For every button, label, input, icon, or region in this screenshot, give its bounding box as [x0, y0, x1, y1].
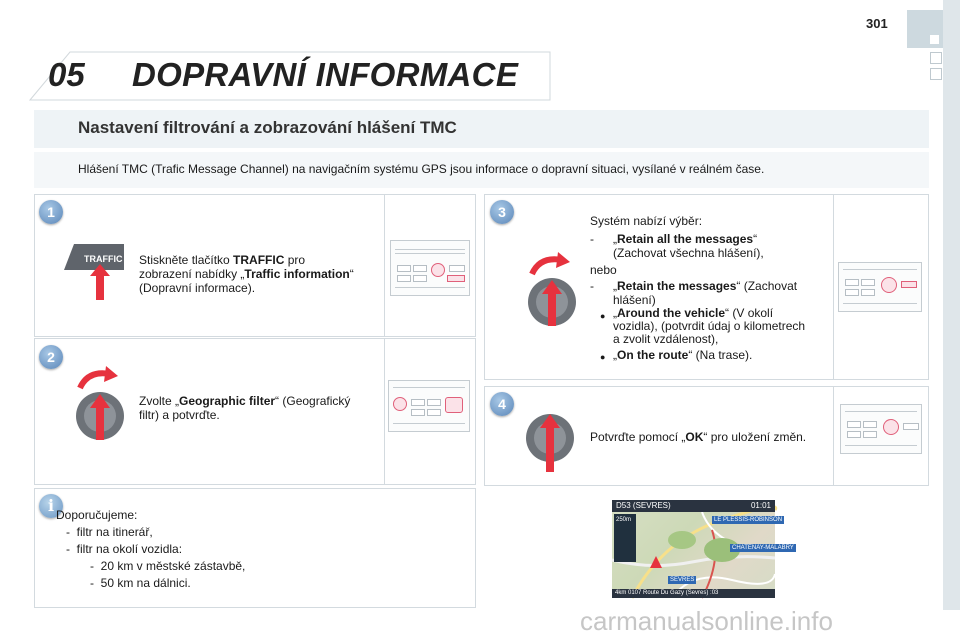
option-dash: - [590, 279, 594, 293]
radio-panel-3 [838, 262, 922, 312]
step-4-text: Potvrďte pomocí „OK“ pro uložení změn. [590, 430, 807, 444]
watermark: carmanualsonline.info [580, 606, 833, 636]
map-status-bar: 4km 0107 Route Du Gazy (Sevres) :03 [612, 589, 775, 598]
rotate-knob-icon [518, 252, 584, 328]
radio-panel-2 [388, 380, 470, 432]
map-place-label: CHATENAY-MALABRY [732, 545, 794, 551]
rotate-knob-icon [66, 366, 132, 442]
page-number: 301 [866, 16, 888, 31]
tip-item: - 50 km na dálnici. [90, 576, 191, 590]
chapter-tab-box [930, 52, 942, 64]
section-title: Nastavení filtrování a zobrazování hlášení TMC [78, 118, 457, 137]
radio-panel-1 [390, 240, 470, 296]
step-4-badge: 4 [490, 392, 514, 416]
push-knob-icon [520, 404, 580, 474]
option-dash: - [590, 232, 594, 246]
step-3-intro: Systém nabízí výběr: [590, 214, 703, 228]
tip-item: - filtr na itinerář, [66, 525, 153, 539]
page-tab [907, 10, 943, 48]
intro-text: Hlášení TMC (Trafic Message Channel) na navigačním systému GPS jsou informace o dopravní situaci, vysílané v reálném čase. [78, 162, 765, 176]
option-on-route: „On the route“ (Na trase). [613, 348, 753, 362]
map-road-label: D53 (SEVRES) [612, 500, 775, 512]
chapter-title: DOPRAVNÍ INFORMACE [132, 56, 519, 93]
step-3-badge: 3 [490, 200, 514, 224]
chapter-tab-box [930, 68, 942, 80]
map-distance: 250m [614, 514, 636, 562]
option-retain-all: „Retain all the messages“ (Zachovat všechna hlášení), [613, 232, 764, 260]
bullet: ● [600, 352, 606, 362]
map-place-label: SEVRES [670, 577, 695, 583]
bullet: ● [600, 311, 606, 321]
chapter-number: 05 [48, 56, 85, 93]
or-label: nebo [590, 263, 617, 277]
traffic-button-label: TRAFFIC [84, 254, 123, 264]
traffic-button-icon [60, 240, 130, 302]
tip-item: - 20 km v městské zástavbě, [90, 559, 246, 573]
step-1-badge: 1 [39, 200, 63, 224]
tip-title: Doporučujeme: [56, 508, 138, 522]
info-icon: i [39, 494, 63, 518]
option-retain: „Retain the messages“ (Zachovat hlášení) [613, 279, 798, 307]
map-time: 01:01 [750, 501, 771, 510]
side-strip [943, 0, 960, 610]
step-2-text: Zvolte „Geographic filter“ (Geografický filtr) a potvrďte. [139, 394, 351, 422]
radio-panel-4 [840, 404, 922, 454]
map-place-label: LE PLESSIS-ROBINSON [714, 517, 783, 523]
option-around-vehicle: „Around the vehicle“ (V okolí vozidla), (potvrdit údaj o kilometrech a zvolit vzdálenost), [613, 306, 806, 346]
tip-item: - filtr na okolí vozidla: [66, 542, 183, 556]
step-2-badge: 2 [39, 345, 63, 369]
navigation-map [612, 500, 794, 598]
step-1-text: Stiskněte tlačítko TRAFFIC pro zobrazení nabídky „Traffic information“ (Dopravní informace). [139, 253, 354, 295]
